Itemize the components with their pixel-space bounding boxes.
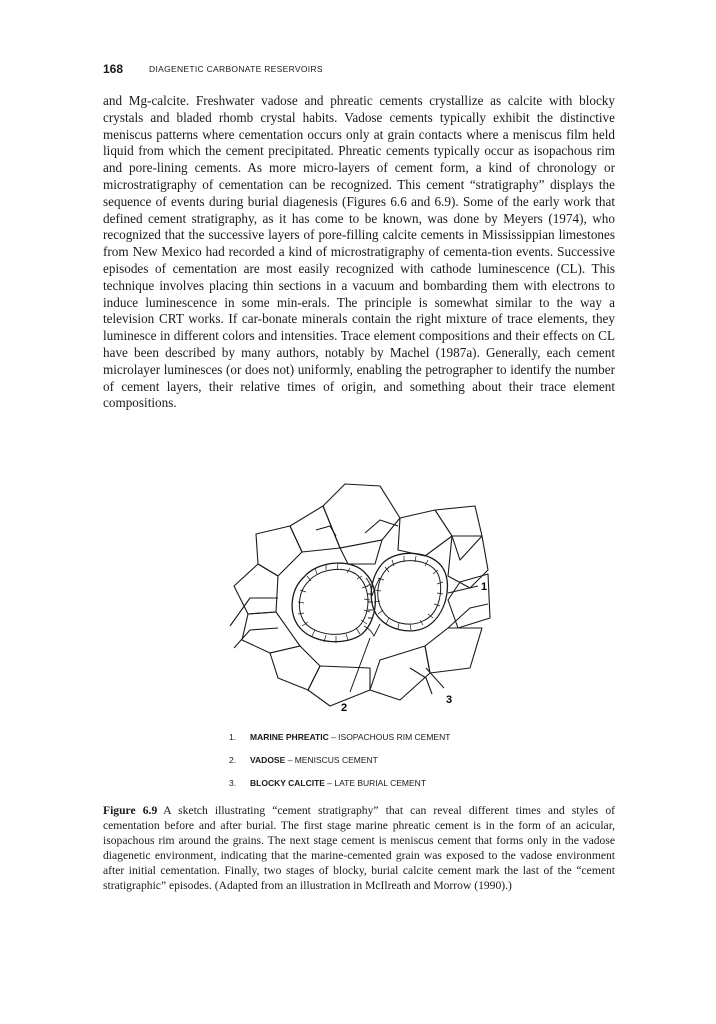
page-number: 168 <box>103 62 124 76</box>
legend-item <box>229 730 529 753</box>
legend-term: BLOCKY CALCITE <box>250 778 325 788</box>
callout-1-label: 1 <box>481 581 488 593</box>
legend-item <box>229 776 529 799</box>
callout-2-label: 2 <box>341 702 348 714</box>
legend-number: 2. <box>229 755 237 765</box>
legend-number: 1. <box>229 732 237 742</box>
cement-stratigraphy-sketch <box>220 478 500 718</box>
page-header <box>103 60 615 78</box>
figure-legend <box>229 730 529 799</box>
legend-description: – MENISCUS CEMENT <box>285 755 378 765</box>
callout-3-label: 3 <box>446 694 453 706</box>
legend-description: – ISOPACHOUS RIM CEMENT <box>328 732 451 742</box>
figure-caption-label: Figure 6.9 <box>103 804 158 817</box>
figure-caption-text: A sketch illustrating “cement stratigraphy” that can reveal different times and styles of cementation before and after burial. The first stage marine phreatic cement is in the form of an acicular, isopachous rim around the grains. The next stage cement is meniscus cement that forms only in the vadose diagenetic environment, indicating that the marine-cemented grain was exposed to the vadose environment after initial cementation. Finally, two stages of blocky, burial calcite cement mark the last of the “cement stratigraphic” episodes. (Adapted from an illustration in McIlreath and Morrow (1990).) <box>103 804 615 893</box>
blocky-calcite-crystals <box>230 484 490 706</box>
legend-term: MARINE PHREATIC <box>250 732 329 742</box>
legend-term: VADOSE <box>250 755 286 765</box>
legend-description: – LATE BURIAL CEMENT <box>324 778 427 788</box>
figure-caption <box>103 803 615 894</box>
legend-item <box>229 753 529 776</box>
legend-number: 3. <box>229 778 237 788</box>
body-paragraph: and Mg-calcite. Freshwater vadose and phreatic cements crystallize as calcite with blocky crystals and bladed rhomb crystal habits. Vadose cements typically exhibit the distinctive meniscus patterns where cementation occurs only at grain contacts where a meniscus film held liquid from which the cement precipitated. Phreatic cements typically occur as isopachous rim and pore-lining cements. As more micro-layers of cement form, a kind of chronology or microstratigraphy of cementation can be recognized. This cement “stratigraphy” displays the sequence of events during burial diagenesis (Figures 6.6 and 6.9). Some of the early work that defined cement stratigraphy, as it has come to be known, was done by Meyers (1974), who recognized that the successive layers of pore-filling calcite cements in Mississippian limestones from New Mexico had recorded a kind of microstratigraphy of cementa-tion events. Successive episodes of cementation are most easily recognized with cathode luminescence (CL). This technique involves placing thin sections in a vacuum and bombarding them with electrons to induce luminescence in some min-erals. The principle is somewhat similar to the way a television CRT works. If car-bonate minerals contain the right mixture of trace elements, they luminesce in different colors and intensities. Trace element compositions and their effects on CL have been described by many authors, notably by Machel (1987a). Generally, each cement microlayer luminesces (or does not) uniformly, enabling the petrographer to identify the number of cement layers, their relative times of origin, and something about their trace element compositions. <box>103 93 615 411</box>
running-head: DIAGENETIC CARBONATE RESERVOIRS <box>149 64 323 74</box>
cement-stratigraphy-figure <box>220 478 500 718</box>
